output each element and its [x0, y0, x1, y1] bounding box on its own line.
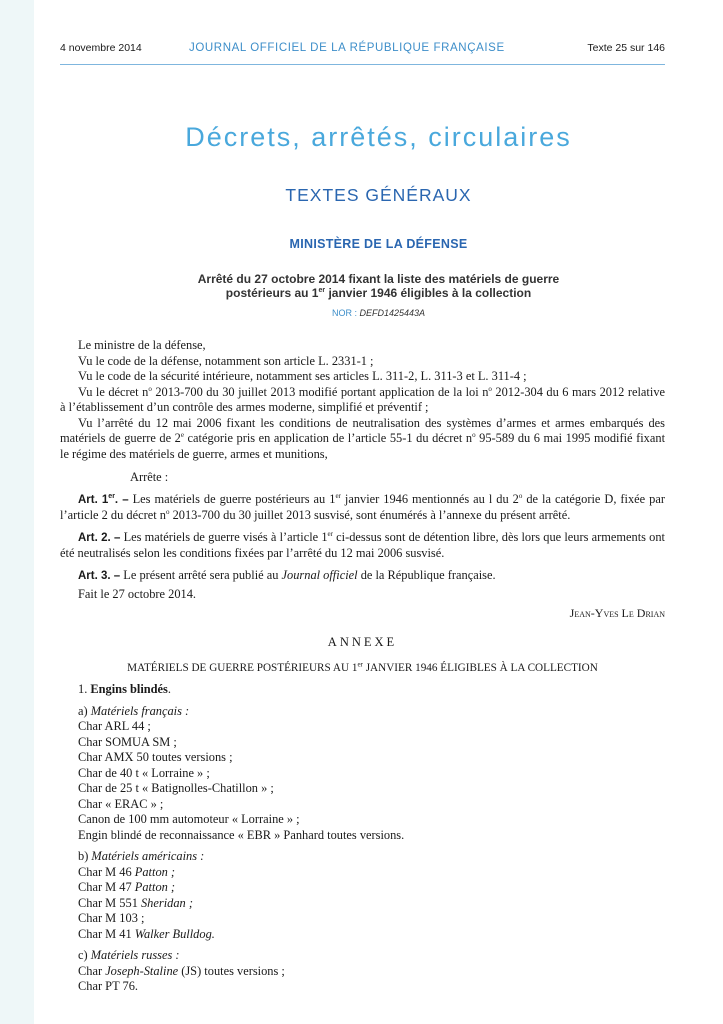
visa-item [60, 385, 665, 416]
superscript: er [357, 659, 363, 668]
ministry-heading: MINISTÈRE DE LA DÉFENSE [289, 237, 468, 251]
list-item: Char SOMUA SM ; [78, 734, 177, 749]
list-item: Canon de 100 mm automoteur « Lorraine » ; [78, 812, 300, 826]
subsection-letter: a) [78, 703, 91, 718]
article-text: janvier 1946 mentionnés au l du 2 [340, 491, 519, 506]
superscript: o [518, 491, 523, 500]
list-item [60, 865, 665, 881]
list-item: Char de 40 t « Lorraine » ; [78, 765, 210, 780]
list-item-text: Char M 47 [78, 880, 135, 894]
arrete-word: Arrête : [130, 470, 169, 484]
list-item: Char PT 76. [78, 979, 139, 993]
section-heading: Engins blindés [90, 682, 168, 696]
list-item-text: Char M 551 [78, 895, 141, 910]
article-text-italic: Journal officiel [281, 567, 358, 582]
arrete-title-line1: Arrêté du 27 octobre 2014 fixant la liste des matériels de guerre [197, 272, 560, 286]
annexe-subtitle-text: JANVIER 1946 ÉLIGIBLES À LA COLLECTION [362, 661, 598, 674]
header-text-number: Texte 25 sur 146 [587, 42, 665, 54]
nor-reference [34, 308, 723, 318]
article-text: de la République française. [357, 567, 496, 582]
article-text: Le présent arrêté sera publié au [120, 567, 282, 582]
article-text: Les matériels de guerre postérieurs au 1 [128, 491, 336, 506]
annexe-title: ANNEXE [327, 635, 398, 649]
article-3 [60, 568, 665, 585]
list-item-text: (JS) toutes versions ; [178, 963, 285, 978]
french-materials-list [60, 719, 665, 843]
superscript: er [335, 491, 341, 500]
visa-text: Vu l’arrêté du 12 mai 2006 fixant les conditions de neutralisation des systèmes d’armes et armes embarqués des matériels de guerre de 2 [60, 415, 665, 445]
subsection-heading: Matériels français : [90, 703, 190, 718]
subsection-letter: b) [78, 849, 92, 863]
subsection-heading: Matériels russes : [90, 948, 180, 962]
visa-text: 2013-700 du 30 juillet 2013 modifié portant application de la loi n [151, 384, 489, 399]
subsection-francais [60, 704, 665, 720]
section-punctuation: . [167, 682, 171, 696]
article-label [78, 494, 129, 506]
list-item: Engin blindé de reconnaissance « EBR » Panhard toutes versions. [78, 827, 405, 842]
superscript: er [327, 529, 333, 538]
article-label: Art. 2. – [78, 531, 121, 544]
article-text: ci-dessus sont de détention libre, dès lors que leurs armements ont été neutralisés selon les conditions fixées par l’arrêté du 12 mai 2006 susvisé. [60, 529, 665, 560]
header-divider [60, 64, 665, 65]
list-item-italic: Walker Bulldog. [134, 926, 215, 941]
arrete-title-text: janvier 1946 éligibles à la collection [325, 286, 532, 300]
subsection-letter: c) [78, 948, 91, 962]
annexe-subtitle [60, 661, 665, 677]
list-item: Char ARL 44 ; [78, 719, 151, 733]
list-item [60, 927, 665, 943]
document-page [34, 0, 723, 1024]
header-journal-name: JOURNAL OFFICIEL DE LA RÉPUBLIQUE FRANÇAISE [189, 42, 505, 54]
signature: Jean-Yves Le Drian [569, 605, 665, 620]
article-text: 2013-700 du 30 juillet 2013 susvisé, sont énumérés à l’annexe du présent arrêté. [169, 508, 571, 522]
section-number: 1. [78, 682, 91, 696]
superscript: o [148, 384, 152, 393]
list-item-text: Char M 46 [78, 864, 135, 879]
annexe-subtitle-text: MATÉRIELS DE GUERRE POSTÉRIEURS AU 1 [127, 661, 358, 674]
article-label-text: Art. 1 [78, 493, 109, 506]
article-1 [60, 492, 665, 524]
american-materials-list [60, 865, 665, 943]
list-item-italic: Patton ; [134, 880, 176, 894]
visa-item: Vu le code de la défense, notamment son article L. 2331-1 ; [78, 353, 374, 368]
list-item-italic: Patton ; [134, 864, 176, 879]
list-item [60, 880, 665, 896]
article-label-text: . – [114, 493, 129, 506]
arrete-title-text: postérieurs au 1 [225, 286, 319, 300]
article-label: Art. 3. – [78, 569, 121, 582]
arrete-title [124, 272, 633, 300]
superscript: e [180, 430, 184, 439]
list-item-text: Char [78, 963, 106, 978]
list-item-text: Char M 41 [78, 926, 135, 941]
nor-label: NOR : [331, 308, 360, 318]
list-item: Char AMX 50 toutes versions ; [78, 750, 233, 764]
header-date: 4 novembre 2014 [60, 42, 142, 54]
list-item-text: Char M 103 ; [78, 911, 145, 925]
visa-item [60, 416, 665, 463]
visa-item: Vu le code de la sécurité intérieure, notamment ses articles L. 311-2, L. 311-3 et L. 311-4 ; [78, 369, 527, 383]
superscript: o [472, 430, 476, 439]
subsection-heading: Matériels américains : [91, 849, 205, 863]
list-item: Char « ERAC » ; [78, 796, 164, 811]
list-item [60, 911, 665, 927]
nor-value: DEFD1425443A [359, 308, 426, 318]
article-text: Les matériels de guerre visés à l’article 1 [120, 529, 328, 544]
visa-text: 95-589 du 6 mai 1995 modifié fixant le régime des matériels de guerre, armes et munitions, [60, 431, 666, 461]
list-item [60, 964, 665, 980]
list-item [60, 896, 665, 912]
visa-text: catégorie pris en application de l’article 55-1 du décret n [184, 431, 473, 445]
document-body [60, 338, 665, 995]
subsection-americains [60, 849, 665, 865]
superscript: o [488, 384, 492, 393]
superscript: o [165, 507, 170, 516]
visa-text: 2012-304 du 6 mars 2012 relative à l’établissement d’un contrôle des armes moderne, simplifié et préventif ; [60, 384, 666, 414]
arrete-title-line2 [124, 286, 633, 300]
superscript: er [108, 492, 115, 500]
list-item-italic: Sheridan ; [140, 895, 193, 910]
visa-intro: Le ministre de la défense, [78, 338, 206, 352]
article-text: de la catégorie D, fixée par l’article 2 du décret n [60, 491, 665, 522]
superscript: er [318, 287, 326, 294]
section-title: TEXTES GÉNÉRAUX [285, 185, 472, 205]
visa-text: Vu le décret n [78, 384, 149, 399]
signing-date: Fait le 27 octobre 2014. [78, 587, 197, 601]
article-2 [60, 530, 665, 562]
page-header [60, 42, 665, 58]
subsection-russes [60, 948, 665, 964]
list-item-italic: Joseph-Staline [105, 963, 179, 978]
main-title: Décrets, arrêtés, circulaires [185, 122, 572, 152]
list-item: Char de 25 t « Batignolles-Chatillon » ; [78, 781, 274, 795]
section-engins-blindes [60, 682, 665, 698]
